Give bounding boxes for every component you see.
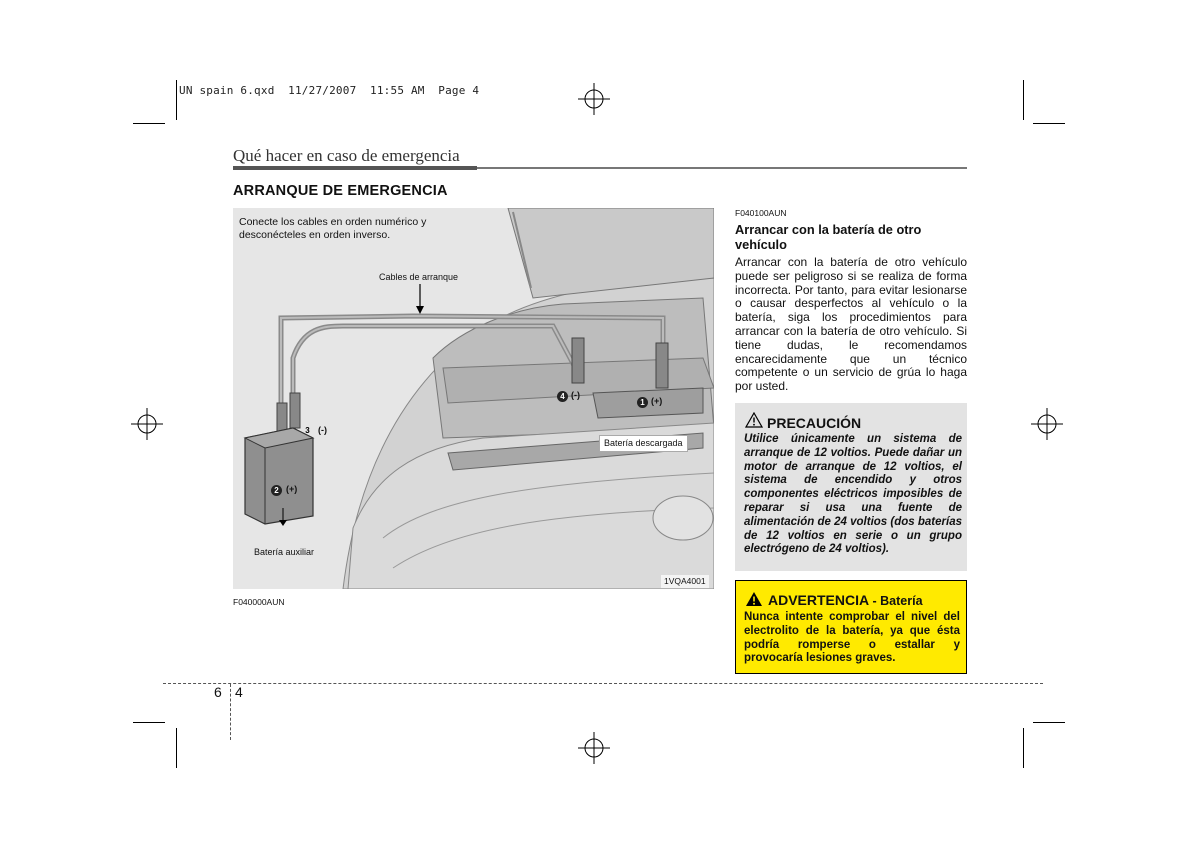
chapter-number: 6 xyxy=(214,684,222,700)
crop-mark xyxy=(1023,728,1024,768)
marker-polarity: (-) xyxy=(571,390,580,400)
caution-box xyxy=(735,403,967,571)
figure-caption: Conecte los cables en orden numérico y desconécteles en orden inverso. xyxy=(239,216,427,241)
body-paragraph: Arrancar con la batería de otro vehículo puede ser peligroso si se realiza de forma incorrecta. Por tanto, para evitar lesionarse o causar desperfectos al vehículo o la batería, siga los procedimientos para arrancar con la batería de otro vehículo. Si tiene dudas, le recomendamos encarecidamente que un técnico competente o un servicio de grúa lo haga por usted. xyxy=(735,255,967,394)
marker-number: 2 xyxy=(271,485,282,496)
main-heading: ARRANQUE DE EMERGENCIA xyxy=(233,183,448,199)
header-rule-accent xyxy=(233,166,477,170)
marker-number: 4 xyxy=(557,391,568,402)
caution-text: Utilice únicamente un sistema de arranque de 12 voltios. Puede dañar un motor de arranque de 12 voltios, el sistema de encendido y otros componentes eléctricos imposibles de reparar si usa una fuente de alimentación de 24 voltios (dos baterías de 12 voltios en serie o un grupo electrógeno de 24 voltios). xyxy=(744,433,962,556)
figure-code: F040000AUN xyxy=(233,597,285,607)
registration-target-icon xyxy=(578,83,610,115)
cables-label: Cables de arranque xyxy=(379,272,459,282)
warning-box xyxy=(735,580,967,674)
registration-target-icon xyxy=(578,732,610,764)
subsection-heading: Arrancar con la batería de otro vehículo xyxy=(735,222,922,252)
crop-mark xyxy=(176,80,177,120)
image-code: 1VQA4001 xyxy=(661,575,709,588)
warning-text: Nunca intente comprobar el nivel del electrolito de la batería, ya que ésta podría romperse o estallar y provocaría lesiones graves. xyxy=(744,611,960,665)
crop-mark xyxy=(133,123,165,124)
warning-title-sub: - Batería xyxy=(872,594,923,608)
registration-target-icon xyxy=(131,408,163,440)
marker-polarity: (-) xyxy=(318,425,327,435)
marker-polarity: (+) xyxy=(651,396,663,406)
aux-battery-label: Batería auxiliar xyxy=(254,547,315,557)
warning-title-main: ADVERTENCIA xyxy=(768,592,869,608)
marker-number: 3 xyxy=(305,426,310,435)
dead-battery-label: Batería descargada xyxy=(599,435,688,452)
crop-mark xyxy=(1033,722,1065,723)
marker-number: 1 xyxy=(637,397,648,408)
section-code: F040100AUN xyxy=(735,208,787,218)
warning-triangle-icon xyxy=(745,591,763,607)
footer-rule xyxy=(163,683,1043,684)
page-number: 4 xyxy=(235,684,243,700)
crop-mark xyxy=(1033,123,1065,124)
jump-start-figure xyxy=(233,208,714,589)
caution-title: PRECAUCIÓN xyxy=(767,415,862,431)
registration-target-icon xyxy=(1031,408,1063,440)
warning-title xyxy=(768,592,923,608)
caution-triangle-icon xyxy=(745,412,763,428)
marker-polarity: (+) xyxy=(286,484,298,494)
print-slug: UN spain 6.qxd 11/27/2007 11:55 AM Page 4 xyxy=(179,84,480,97)
crop-mark xyxy=(176,728,177,768)
page-number-separator xyxy=(230,684,231,740)
crop-mark xyxy=(133,722,165,723)
section-title: Qué hacer en caso de emergencia xyxy=(233,146,460,165)
crop-mark xyxy=(1023,80,1024,120)
